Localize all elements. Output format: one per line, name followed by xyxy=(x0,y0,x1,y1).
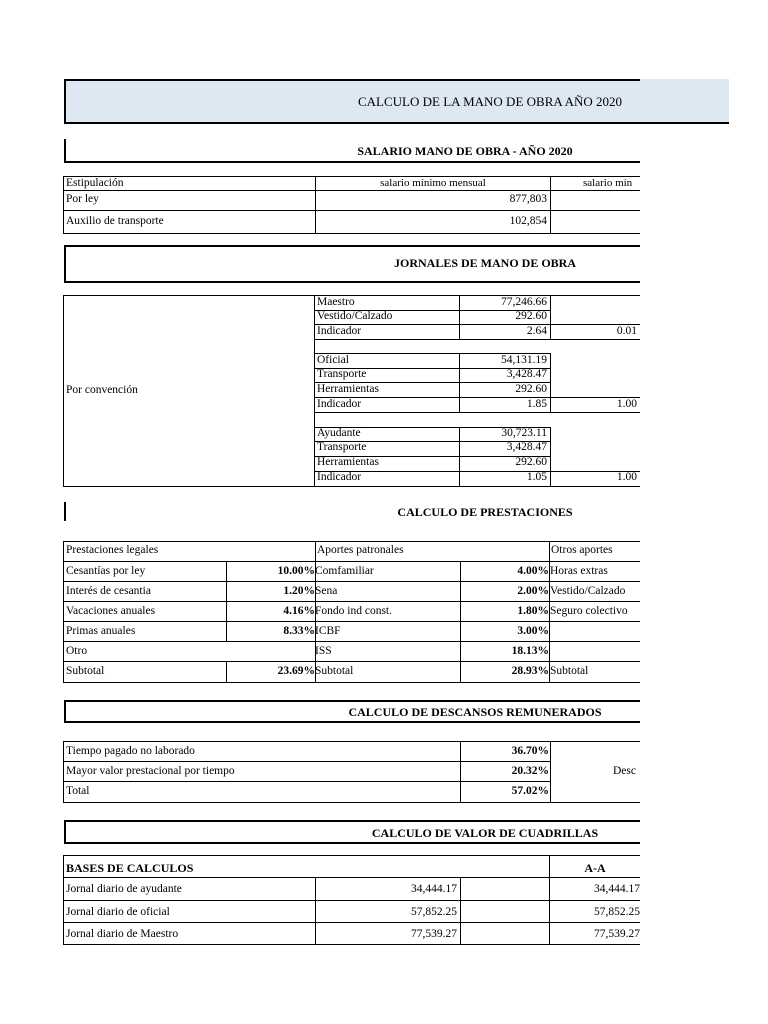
jornal-oficial-value: 54,131.19 xyxy=(501,354,547,366)
salario-row-label: Auxilio de transporte xyxy=(66,215,164,227)
cuadrilla-aa-value: 77,539.27 xyxy=(594,928,640,940)
descanso-label: Tiempo pagado no laborado xyxy=(66,745,195,757)
prestacion-value: 4.16% xyxy=(283,605,315,617)
prestaciones-header-otros: Otros aportes xyxy=(551,544,613,556)
cuadrilla-value: 34,444.17 xyxy=(411,883,457,895)
jornal-oficial-value: 3,428.47 xyxy=(506,368,547,380)
aporte-label: Fondo ind const. xyxy=(315,605,392,617)
descanso-total-label: Total xyxy=(66,785,90,797)
descanso-side-label: Desc xyxy=(613,765,636,777)
salario-row-value: 102,854 xyxy=(509,215,547,227)
jornal-oficial-value: 1.85 xyxy=(526,398,547,410)
descansos-table xyxy=(63,741,640,803)
jornal-maestro-value: 292.60 xyxy=(515,310,547,322)
prestacion-label: Vacaciones anuales xyxy=(66,605,156,617)
jornal-ayudante-extra: 1.00 xyxy=(616,471,637,483)
descanso-value: 20.32% xyxy=(511,765,549,777)
aporte-value: 18.13% xyxy=(511,645,549,657)
aporte-subtotal-label: Subtotal xyxy=(315,665,354,677)
jornal-oficial-label: Indicador xyxy=(317,398,362,410)
jornal-oficial-value: 292.60 xyxy=(515,383,547,395)
jornal-maestro-label: Indicador xyxy=(317,325,362,337)
salario-header-min: salario mín xyxy=(583,177,633,189)
salario-header-estipulacion: Estipulación xyxy=(66,177,124,189)
aporte-value: 2.00% xyxy=(517,585,549,597)
aporte-value: 3.00% xyxy=(517,625,549,637)
descanso-value: 36.70% xyxy=(511,745,549,757)
prestacion-label: Otro xyxy=(66,645,88,657)
cuadrillas-header-aa: A-A xyxy=(584,861,606,875)
aporte-label: Sena xyxy=(315,585,338,597)
jornal-ayudante-label: Indicador xyxy=(317,471,362,483)
jornales-table xyxy=(63,295,640,487)
prestacion-label: Interés de cesantia xyxy=(66,585,151,597)
prestacion-value: 1.20% xyxy=(283,585,315,597)
jornal-maestro-value: 77,246.66 xyxy=(501,296,547,308)
cuadrillas-table xyxy=(63,855,640,945)
aporte-label: ISS xyxy=(315,645,332,657)
jornal-maestro-label: Vestido/Calzado xyxy=(317,310,393,322)
otro-subtotal-label: Subtotal xyxy=(550,665,589,677)
aporte-label: ICBF xyxy=(315,625,341,637)
main-title-border-cut xyxy=(640,79,729,81)
prestacion-label: Primas anuales xyxy=(66,625,136,637)
aporte-label: Comfamiliar xyxy=(315,565,374,577)
jornal-ayudante-label: Herramientas xyxy=(317,456,379,468)
otro-aporte-label: Vestido/Calzado xyxy=(550,585,626,597)
aporte-subtotal-value: 28.93% xyxy=(511,665,549,677)
salario-table xyxy=(63,176,640,234)
prestaciones-table xyxy=(63,541,640,683)
prestacion-subtotal-label: Subtotal xyxy=(66,665,105,677)
cuadrillas-header-bases: BASES DE CALCULOS xyxy=(66,861,194,875)
prestaciones-header-legales: Prestaciones legales xyxy=(66,544,159,556)
jornal-ayudante-label: Ayudante xyxy=(317,427,361,439)
cuadrilla-label: Jornal diario de Maestro xyxy=(66,928,179,940)
prestacion-value: 10.00% xyxy=(277,565,315,577)
prestacion-label: Cesantías por ley xyxy=(66,565,146,577)
salario-row-label: Por ley xyxy=(66,193,99,205)
aporte-value: 1.80% xyxy=(517,605,549,617)
main-title: CALCULO DE LA MANO DE OBRA AÑO 2020 xyxy=(358,94,622,109)
jornal-oficial-label: Oficial xyxy=(317,354,349,366)
jornal-maestro-extra: 0.01 xyxy=(616,325,637,337)
cuadrillas-title: CALCULO DE VALOR DE CUADRILLAS xyxy=(371,826,599,840)
salario-title: SALARIO MANO DE OBRA - AÑO 2020 xyxy=(357,144,573,158)
prestaciones-title: CALCULO DE PRESTACIONES xyxy=(397,505,573,519)
descanso-total-value: 57.02% xyxy=(511,785,549,797)
cuadrilla-label: Jornal diario de ayudante xyxy=(66,883,182,895)
jornal-oficial-extra: 1.00 xyxy=(616,398,637,410)
salario-row-value: 877,803 xyxy=(509,193,547,205)
cuadrilla-aa-value: 57,852.25 xyxy=(594,906,640,918)
prestacion-value: 8.33% xyxy=(283,625,315,637)
jornal-ayudante-value: 3,428.47 xyxy=(506,441,547,453)
prestacion-subtotal-value: 23.69% xyxy=(277,665,315,677)
jornales-title: JORNALES DE MANO DE OBRA xyxy=(393,256,576,270)
cuadrilla-aa-value: 34,444.17 xyxy=(594,883,640,895)
jornal-maestro-label: Maestro xyxy=(317,296,355,308)
otro-aporte-label: Seguro colectivo xyxy=(550,605,628,617)
aporte-value: 4.00% xyxy=(517,565,549,577)
cuadrilla-value: 77,539.27 xyxy=(411,928,457,940)
cuadrilla-value: 57,852.25 xyxy=(411,906,457,918)
descanso-label: Mayor valor prestacional por tiempo xyxy=(66,765,235,777)
jornal-ayudante-value: 292.60 xyxy=(515,456,547,468)
jornal-maestro-value: 2.64 xyxy=(526,325,547,337)
jornal-oficial-label: Herramientas xyxy=(317,383,379,395)
otro-aporte-label: Horas extras xyxy=(550,565,608,577)
jornal-ayudante-value: 1.05 xyxy=(526,471,547,483)
prestaciones-title-mark xyxy=(64,502,66,521)
cuadrilla-label: Jornal diario de oficial xyxy=(66,906,170,918)
jornal-ayudante-value: 30,723.11 xyxy=(501,427,547,439)
jornales-group-label: Por convención xyxy=(66,384,138,396)
prestaciones-header-patronales: Aportes patronales xyxy=(317,544,404,556)
salario-header-mensual: salario mínimo mensual xyxy=(380,177,486,189)
jornal-oficial-label: Transporte xyxy=(317,368,367,380)
descansos-title: CALCULO DE DESCANSOS REMUNERADOS xyxy=(348,705,602,719)
jornal-ayudante-label: Transporte xyxy=(317,441,367,453)
